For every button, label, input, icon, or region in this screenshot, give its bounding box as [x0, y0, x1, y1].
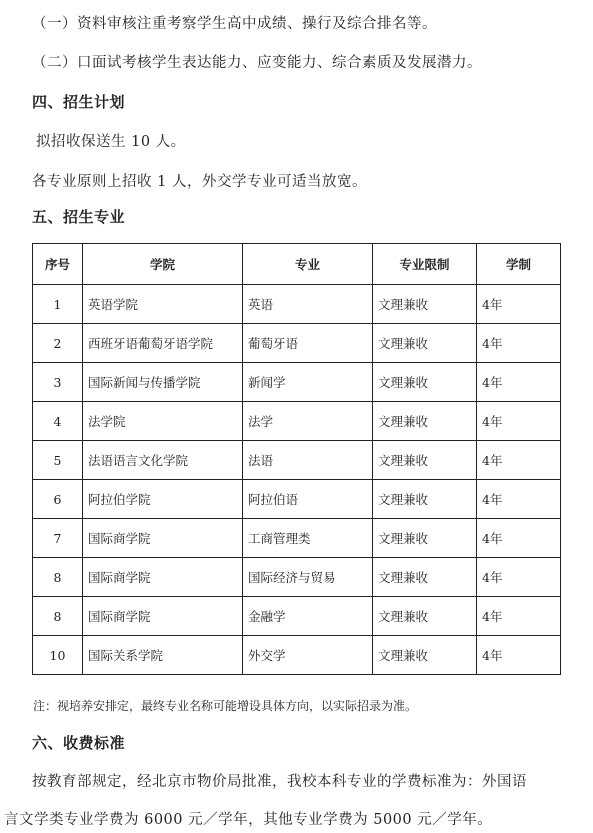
majors-table — [32, 243, 561, 675]
cell-college: 法语语言文化学院 — [83, 441, 243, 480]
cell-major: 英语 — [243, 285, 373, 324]
cell-index: 1 — [33, 285, 83, 324]
cell-restriction: 文理兼收 — [373, 363, 477, 402]
cell-index: 4 — [33, 402, 83, 441]
header-index: 序号 — [33, 244, 83, 285]
header-restriction: 专业限制 — [373, 244, 477, 285]
cell-index: 8 — [33, 597, 83, 636]
table-row — [33, 636, 561, 675]
cell-duration: 4年 — [477, 441, 561, 480]
paragraph-interview-criteria: （二）口面试考核学生表达能力、应变能力、综合素质及发展潜力。 — [32, 55, 482, 71]
paragraph-fees-line1: 按教育部规定，经北京市物价局批准，我校本科专业的学费标准为：外国语 — [32, 774, 527, 790]
table-row — [33, 285, 561, 324]
heading-fees: 六、收费标准 — [32, 734, 126, 752]
cell-duration: 4年 — [477, 480, 561, 519]
cell-index: 3 — [33, 363, 83, 402]
cell-major: 工商管理类 — [243, 519, 373, 558]
cell-restriction: 文理兼收 — [373, 402, 477, 441]
cell-duration: 4年 — [477, 285, 561, 324]
header-duration: 学制 — [477, 244, 561, 285]
table-row — [33, 519, 561, 558]
paragraph-per-major: 各专业原则上招收 1 人，外交学专业可适当放宽。 — [32, 174, 367, 190]
table-row — [33, 363, 561, 402]
cell-index: 7 — [33, 519, 83, 558]
paragraph-fees-line2: 言文学类专业学费为 6000 元／学年，其他专业学费为 5000 元／学年。 — [4, 812, 493, 828]
header-major: 专业 — [243, 244, 373, 285]
cell-duration: 4年 — [477, 636, 561, 675]
cell-major: 外交学 — [243, 636, 373, 675]
cell-index: 5 — [33, 441, 83, 480]
table-row — [33, 441, 561, 480]
heading-majors: 五、招生专业 — [32, 208, 126, 226]
paragraph-quota: 拟招收保送生 10 人。 — [36, 134, 186, 150]
cell-major: 法学 — [243, 402, 373, 441]
cell-restriction: 文理兼收 — [373, 519, 477, 558]
cell-duration: 4年 — [477, 558, 561, 597]
cell-major: 葡萄牙语 — [243, 324, 373, 363]
cell-college: 国际商学院 — [83, 519, 243, 558]
table-header-row — [33, 244, 561, 285]
cell-restriction: 文理兼收 — [373, 597, 477, 636]
cell-duration: 4年 — [477, 363, 561, 402]
cell-college: 法学院 — [83, 402, 243, 441]
header-college: 学院 — [83, 244, 243, 285]
cell-duration: 4年 — [477, 597, 561, 636]
cell-index: 6 — [33, 480, 83, 519]
cell-college: 阿拉伯学院 — [83, 480, 243, 519]
cell-major: 金融学 — [243, 597, 373, 636]
cell-restriction: 文理兼收 — [373, 636, 477, 675]
cell-college: 国际商学院 — [83, 558, 243, 597]
cell-major: 国际经济与贸易 — [243, 558, 373, 597]
cell-index: 10 — [33, 636, 83, 675]
cell-duration: 4年 — [477, 402, 561, 441]
cell-college: 西班牙语葡萄牙语学院 — [83, 324, 243, 363]
table-row — [33, 402, 561, 441]
cell-duration: 4年 — [477, 519, 561, 558]
cell-college: 国际新闻与传播学院 — [83, 363, 243, 402]
cell-index: 8 — [33, 558, 83, 597]
cell-duration: 4年 — [477, 324, 561, 363]
table-row — [33, 324, 561, 363]
table-row — [33, 480, 561, 519]
table-body — [33, 285, 561, 675]
cell-major: 阿拉伯语 — [243, 480, 373, 519]
cell-major: 法语 — [243, 441, 373, 480]
cell-college: 国际关系学院 — [83, 636, 243, 675]
cell-college: 国际商学院 — [83, 597, 243, 636]
cell-index: 2 — [33, 324, 83, 363]
cell-restriction: 文理兼收 — [373, 480, 477, 519]
cell-restriction: 文理兼收 — [373, 285, 477, 324]
cell-college: 英语学院 — [83, 285, 243, 324]
paragraph-review-criteria: （一）资料审核注重考察学生高中成绩、操行及综合排名等。 — [32, 16, 437, 32]
cell-restriction: 文理兼收 — [373, 324, 477, 363]
cell-major: 新闻学 — [243, 363, 373, 402]
table-row — [33, 597, 561, 636]
cell-restriction: 文理兼收 — [373, 558, 477, 597]
cell-restriction: 文理兼收 — [373, 441, 477, 480]
table-footnote: 注：视培养安排定，最终专业名称可能增设具体方向，以实际招录为准。 — [33, 699, 418, 713]
heading-enrollment-plan: 四、招生计划 — [32, 93, 126, 111]
table-row — [33, 558, 561, 597]
